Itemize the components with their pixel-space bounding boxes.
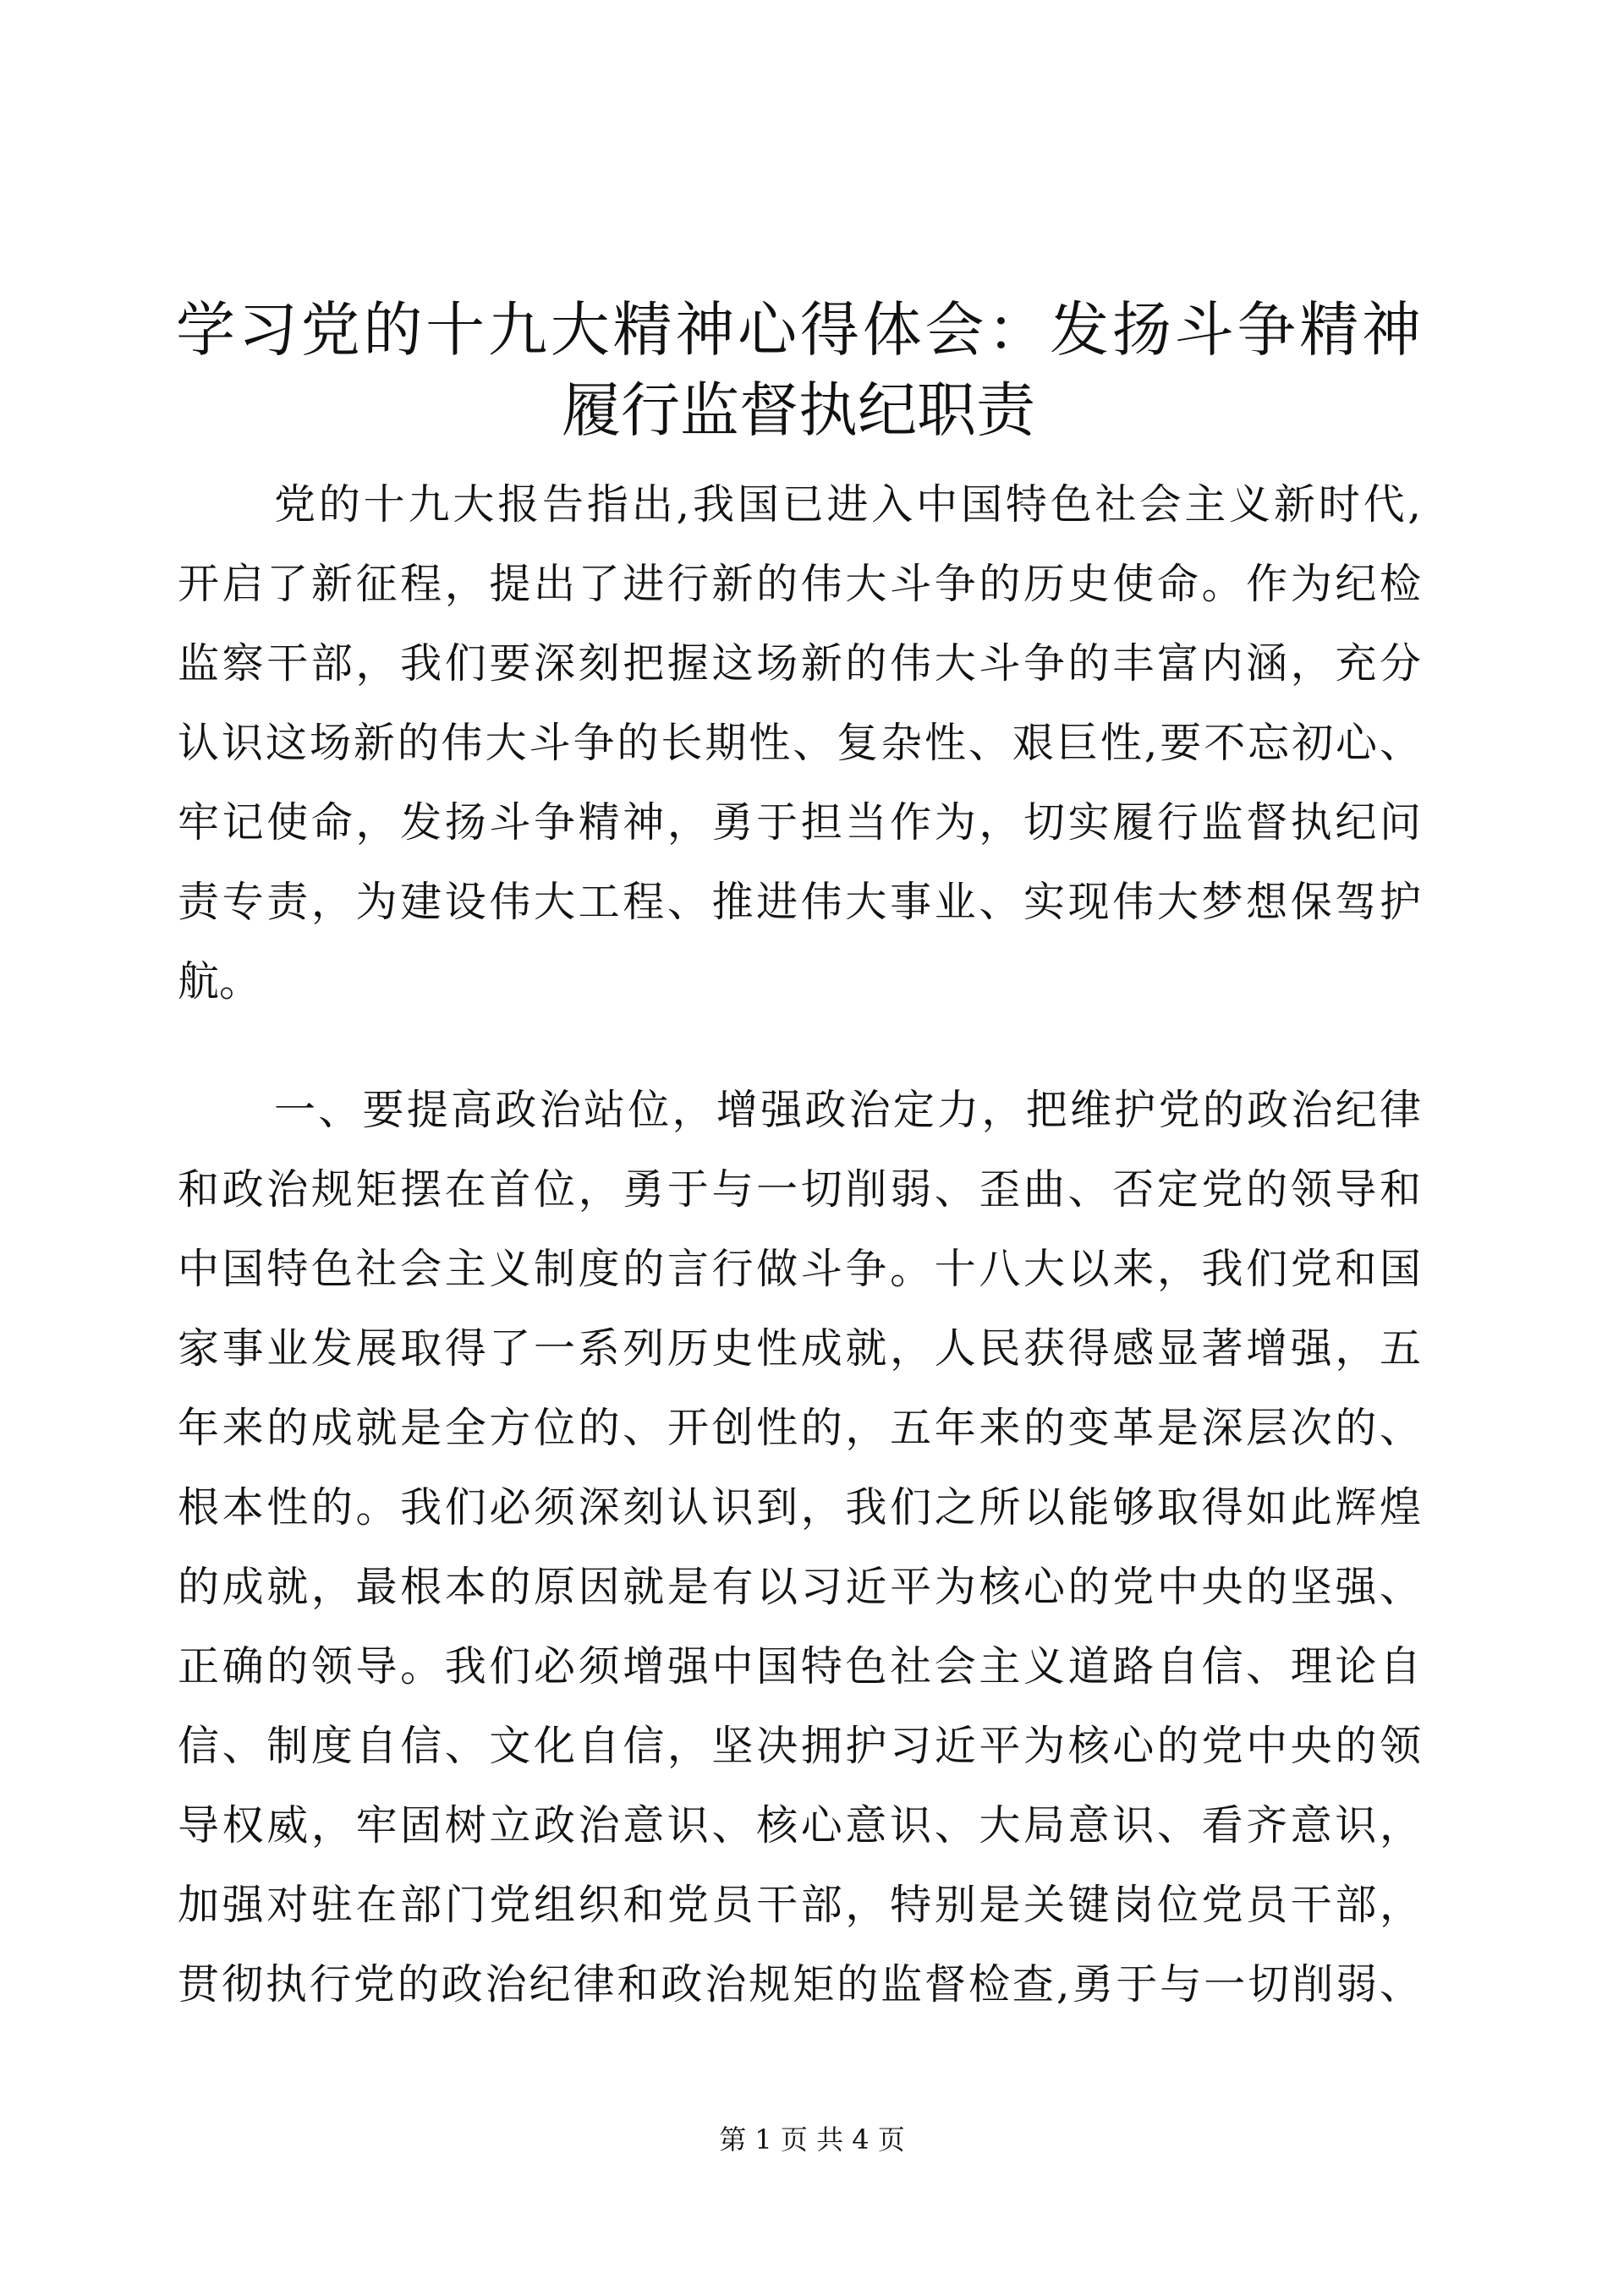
text-line: 和政治规矩摆在首位，勇于与一切削弱、歪曲、否定党的领导和 [178, 1165, 1421, 1214]
text-line: 航。 [178, 957, 261, 1006]
text-line: 认识这场新的伟大斗争的长期性、复杂性、艰巨性,要不忘初心、 [178, 719, 1421, 767]
text-line: 的成就，最根本的原因就是有以习近平为核心的党中央的坚强、 [178, 1563, 1421, 1611]
document-title-line-1: 学习党的十九大精神心得体会：发扬斗争精神 [176, 295, 1421, 364]
paragraph-intro [178, 465, 1421, 1022]
text-line: 责专责，为建设伟大工程、推进伟大事业、实现伟大梦想保驾护 [178, 878, 1421, 926]
text-line: 牢记使命，发扬斗争精神，勇于担当作为，切实履行监督执纪问 [178, 798, 1421, 847]
text-line: 党的十九大报告指出,我国已进入中国特色社会主义新时代, [274, 480, 1421, 529]
text-line: 贯彻执行党的政治纪律和政治规矩的监督检查,勇于与一切削弱、 [178, 1960, 1421, 2008]
text-line: 监察干部，我们要深刻把握这场新的伟大斗争的丰富内涵，充分 [178, 639, 1421, 688]
text-line: 开启了新征程，提出了进行新的伟大斗争的历史使命。作为纪检 [178, 560, 1421, 608]
document-title-line-2: 履行监督执纪职责 [562, 375, 1035, 445]
page-number-footer: 第 1 页 共 4 页 [719, 2123, 905, 2156]
text-line: 家事业发展取得了一系列历史性成就，人民获得感显著增强，五 [178, 1324, 1421, 1373]
text-line: 导权威，牢固树立政治意识、核心意识、大局意识、看齐意识， [178, 1801, 1421, 1849]
text-line: 加强对驻在部门党组织和党员干部，特别是关键岗位党员干部， [178, 1881, 1421, 1929]
text-line: 年来的成就是全方位的、开创性的，五年来的变革是深层次的、 [178, 1404, 1421, 1452]
text-line: 信、制度自信、文化自信，坚决拥护习近平为核心的党中央的领 [178, 1722, 1421, 1770]
text-line: 正确的领导。我们必须增强中国特色社会主义道路自信、理论自 [178, 1642, 1421, 1690]
text-line: 一、要提高政治站位，增强政治定力，把维护党的政治纪律 [274, 1086, 1421, 1134]
paragraph-section-one [178, 1071, 1421, 2025]
text-line: 根本性的。我们必须深刻认识到，我们之所以能够取得如此辉煌 [178, 1483, 1421, 1532]
paragraph-gap [178, 1022, 1421, 1071]
text-line: 中国特色社会主义制度的言行做斗争。十八大以来，我们党和国 [178, 1245, 1421, 1293]
document-body [178, 465, 1421, 2025]
